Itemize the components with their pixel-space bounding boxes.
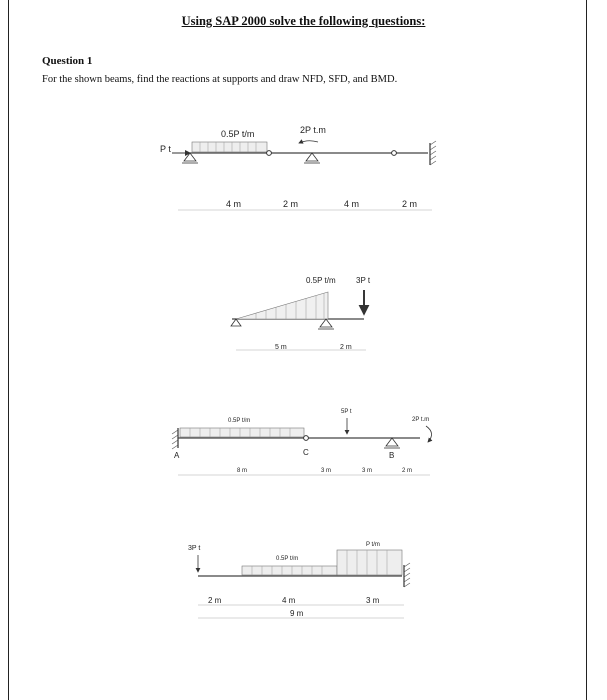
beam-2 xyxy=(231,276,371,351)
udl-block-3 xyxy=(180,428,304,437)
beam4-udl2-label: P t/m xyxy=(366,542,380,548)
hinge-1 xyxy=(267,151,272,156)
fixed-support-3 xyxy=(404,563,410,587)
question-text: For the shown beams, find the reactions at supports and draw NFD, SFD, and BMD. xyxy=(42,74,398,85)
fixed-support-2 xyxy=(172,428,178,449)
pin-support-1 xyxy=(182,153,198,163)
beam3-label-b: B xyxy=(389,451,395,460)
beam1-dim-4: 2 m xyxy=(402,199,418,209)
document-title: Using SAP 2000 solve the following questions: xyxy=(181,14,426,28)
beam2-point-load-label: 3P t xyxy=(356,276,371,285)
beam1-moment-label: 2P t.m xyxy=(300,125,326,135)
beam3-point-load-label: 5P t xyxy=(341,409,352,415)
beam3-dim-1: 8 m xyxy=(237,468,248,474)
beam4-dim-3: 3 m xyxy=(366,596,380,605)
pin-support-b xyxy=(384,438,400,448)
beam3-label-a: A xyxy=(174,451,180,460)
pin-support-3 xyxy=(231,319,241,326)
beam1-point-load-label: P t xyxy=(160,144,171,154)
udl-block-4a xyxy=(242,566,337,575)
beam3-dim-3: 3 m xyxy=(362,468,373,474)
beam3-label-c: C xyxy=(303,448,309,457)
beam3-dim-4: 2 m xyxy=(402,468,413,474)
triangular-load xyxy=(236,292,328,319)
beam3-udl-label: 0.5P t/m xyxy=(228,418,251,424)
beam1-dim-3: 4 m xyxy=(344,199,360,209)
beam3-dim-2: 3 m xyxy=(321,468,332,474)
moment-arrow-3 xyxy=(426,426,432,442)
fixed-support-1 xyxy=(430,141,436,165)
beam4-total-dim: 9 m xyxy=(290,609,304,618)
beam-3 xyxy=(172,409,432,475)
beam2-dim-2: 2 m xyxy=(340,344,352,351)
beam3-moment-label: 2P t.m xyxy=(412,417,430,423)
hinge-2 xyxy=(392,151,397,156)
moment-arrow-1 xyxy=(299,141,318,143)
beam2-dim-1: 5 m xyxy=(275,344,287,351)
question-heading: Question 1 xyxy=(42,55,93,67)
beam4-dim-2: 4 m xyxy=(282,596,296,605)
hinge-c xyxy=(304,436,309,441)
pin-support-4 xyxy=(318,319,334,329)
beam-1 xyxy=(160,125,436,210)
beam1-udl-label: 0.5P t/m xyxy=(221,129,255,139)
beam-4 xyxy=(188,542,410,618)
pin-support-2 xyxy=(304,153,320,163)
beam4-udl1-label: 0.5P t/m xyxy=(276,556,299,562)
beam2-udl-label: 0.5P t/m xyxy=(306,276,336,285)
beam4-dim-1: 2 m xyxy=(208,596,222,605)
beam1-dim-1: 4 m xyxy=(226,199,242,209)
beam4-point-load-label: 3P t xyxy=(188,545,201,552)
beam1-dim-2: 2 m xyxy=(283,199,299,209)
